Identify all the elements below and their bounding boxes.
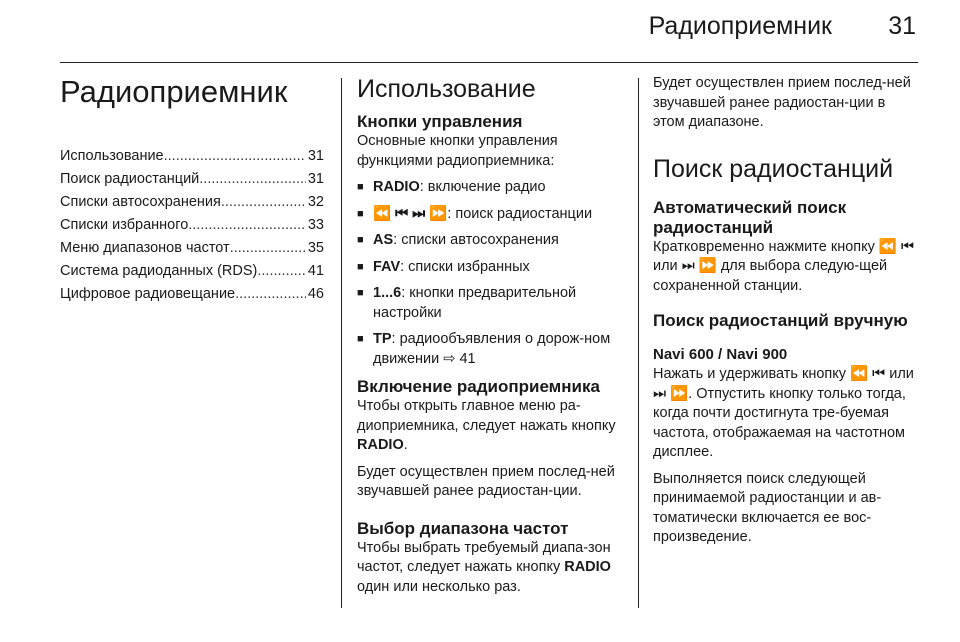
toc-entry[interactable]: Поиск радиостанций ..... 31	[60, 168, 324, 191]
column-usage	[357, 74, 622, 604]
column-toc	[60, 74, 324, 306]
toc-entry[interactable]: Система радиоданных (RDS) ..... 41	[60, 260, 324, 283]
power-text-2: Будет осуществлен прием послед-ней звучавшей ранее радиостан-ции.	[357, 463, 615, 499]
subheading-power: Включение радиоприемника	[357, 377, 600, 396]
column-divider-2	[638, 78, 639, 608]
toc-entry[interactable]: Использование ..... 31	[60, 145, 324, 168]
band-text: Чтобы выбрать требуемый диапа-зон частот, следует нажать кнопку RADIO один или несколько раз.	[357, 539, 611, 595]
toc-list	[60, 145, 324, 306]
toc-entry[interactable]: Меню диапазонов частот ..... 35	[60, 237, 324, 260]
list-item: ■ TP: радиообъявления о дорож-ном движении ⇨ 41	[357, 330, 622, 369]
section-title-search: Поиск радиостанций	[653, 154, 894, 183]
band-continuation: Будет осуществлен прием послед-ней звучавшей ранее радиостан-ции в этом диапазоне.	[653, 75, 911, 130]
toc-entry[interactable]: Списки автосохранения ..... 32	[60, 191, 324, 214]
header-rule	[60, 62, 918, 63]
subheading-manual-search: Поиск радиостанций вручную	[653, 311, 908, 330]
section-title-usage: Использование	[357, 75, 536, 103]
list-item: ■ FAV: списки избранных	[357, 258, 622, 278]
controls-intro: Основные кнопки управления функциями радиоприемника:	[357, 133, 558, 169]
auto-search-text: Кратковременно нажмите кнопку ⏪ ⏮ или ⏭ ⏩ для выбора следую-щей сохраненной станции.	[653, 238, 915, 294]
list-item: ■ ⏪ ⏮ ⏭ ⏩: поиск радиостанции	[357, 205, 622, 225]
column-search	[653, 74, 918, 555]
column-divider-1	[341, 78, 342, 608]
toc-entry[interactable]: Цифровое радиовещание ..... 46	[60, 283, 324, 306]
page-number: 31	[888, 12, 916, 40]
chapter-title: Радиоприемник	[60, 74, 288, 109]
header-title: Радиоприемник	[648, 12, 832, 40]
list-item: ■ 1...6: кнопки предварительной настройки	[357, 284, 622, 323]
toc-entry[interactable]: Списки избранного ..... 33	[60, 214, 324, 237]
subheading-navi: Navi 600 / Navi 900	[653, 346, 788, 363]
power-text: Чтобы открыть главное меню ра-диоприемника, следует нажать кнопку RADIO.	[357, 398, 616, 453]
navi-text-1: Нажать и удерживать кнопку ⏪ ⏮ или ⏭ ⏩. Отпустить кнопку только тогда, когда почти достигнута тре-буемая частота, отображаемая на частотном дисплее.	[653, 366, 914, 460]
subheading-controls: Кнопки управления	[357, 112, 523, 131]
subheading-auto-search: Автоматический поиск радиостанций	[653, 197, 847, 237]
controls-list	[357, 178, 622, 369]
list-item: ■ AS: списки автосохранения	[357, 231, 622, 251]
subheading-band: Выбор диапазона частот	[357, 518, 569, 538]
list-item: ■ RADIO: включение радио	[357, 178, 622, 198]
navi-text-2: Выполняется поиск следующей принимаемой радиостанции и ав-томатически включается ее вос-произведение.	[653, 470, 882, 545]
